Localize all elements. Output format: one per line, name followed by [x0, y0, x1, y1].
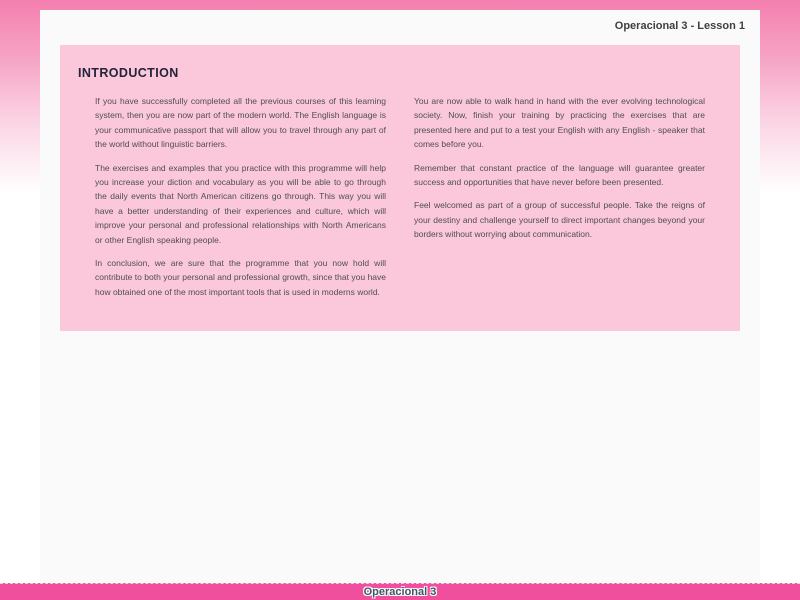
- two-column-text: [95, 94, 705, 299]
- paragraph: You are now able to walk hand in hand with the ever evolving technological society. Now, finish your training by practicing the exercises that are presented here and put to a test your English with any English - speaker that comes before you.: [414, 96, 705, 150]
- left-column: [95, 94, 386, 299]
- section-heading: INTRODUCTION: [78, 66, 179, 80]
- lesson-title: Operacional 3 - Lesson 1: [614, 20, 745, 32]
- paragraph: The exercises and examples that you practice with this programme will help you increase your diction and vocabulary as you will be able to go through the daily events that North American citizens go through. This way you will have a better understanding of their experiences and culture, which will improve your personal and professional relationships with North Americans or other English speaking people.: [95, 162, 386, 245]
- paragraph: Feel welcomed as part of a group of successful people. Take the reigns of your destiny and challenge yourself to direct important changes beyond your borders without worrying about communication.: [414, 200, 705, 240]
- paragraph: Remember that constant practice of the language will guarantee greater success and opportunities that have never before been presented.: [414, 162, 705, 188]
- paragraph: In conclusion, we are sure that the programme that you now hold will contribute to both your personal and professional growth, since that you have how obtained one of the most important tools that is used in moderns world.: [95, 258, 386, 297]
- content-panel: [40, 10, 760, 600]
- footer-label: Operacional 3: [363, 586, 437, 598]
- lesson-header: [40, 10, 760, 42]
- right-column: [414, 94, 705, 299]
- introduction-section: [60, 45, 740, 331]
- footer-bar: [0, 583, 800, 600]
- paragraph: If you have successfully completed all the previous courses of this learning system, then you are now part of the modern world. The English language is your communicative passport that will allow you to travel through any part of the world without linguistic barriers.: [95, 96, 386, 150]
